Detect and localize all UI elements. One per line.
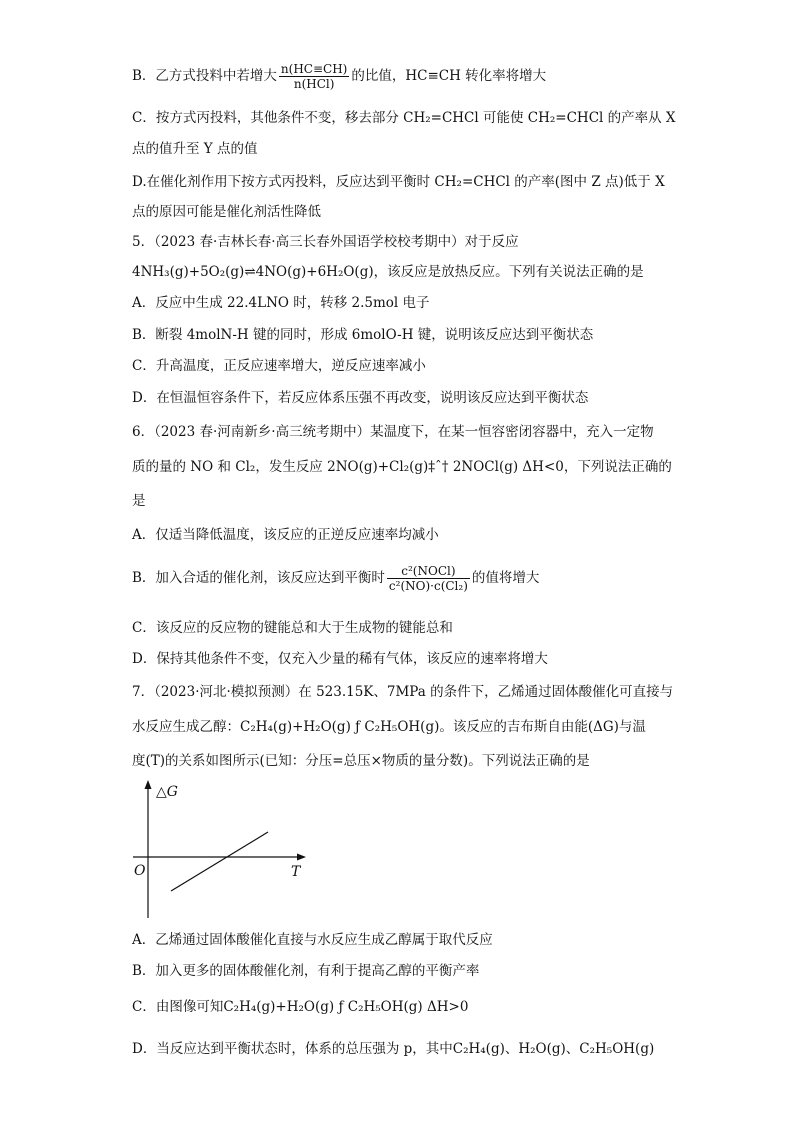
question-7-stem-line3: 度(T)的关系如图所示(已知：分压=总压×物质的量分数)。下列说法正确的是 (132, 753, 590, 769)
text-segment: 的值将增大 (471, 570, 540, 586)
fraction-numerator: n(HC≡CH) (280, 62, 348, 76)
question-7-stem-line2: 水反应生成乙醇：C₂H₄(g)+H₂O(g) ƒ C₂H₅OH(g)。该反应的吉布斯自由能(ΔG)与温 (132, 719, 646, 735)
question-6-stem-line2: 质的量的 NO 和 Cl₂，发生反应 2NO(g)+Cl₂(g)‡ˆ† 2NOCl(g) ΔH<0，下列说法正确的 (132, 459, 672, 475)
option-d-q4-line2: 点的原因可能是催化剂活性降低 (132, 204, 321, 220)
text-segment: 的比值，HC≡CH 转化率将增大 (351, 68, 547, 84)
option-c-q4-line1: C．按方式丙投料，其他条件不变，移去部分 CH₂=CHCl 可能使 CH₂=CHCl 的产率从 X (132, 110, 676, 126)
option-a-q7: A．乙烯通过固体酸催化直接与水反应生成乙醇属于取代反应 (132, 932, 493, 948)
origin-label: O (134, 863, 146, 879)
fraction (279, 62, 349, 91)
question-6-stem-line1: 6．（2023 春·河南新乡·高三统考期中）某温度下，在某一恒容密闭容器中，充入一定物 (132, 424, 654, 440)
question-5-stem-line1: 5．（2023 春·吉林长春·高三长春外国语学校校考期中）对于反应 (132, 234, 519, 250)
option-a-q6: A．仅适当降低温度，该反应的正逆反应速率均减小 (132, 527, 439, 543)
option-c-q5: C．升高温度，正反应速率增大，逆反应速率减小 (132, 358, 426, 374)
y-axis-label: △G (156, 784, 178, 800)
fraction-denominator: n(HCl) (293, 77, 335, 91)
option-d-q4-line1: D.在催化剂作用下按方式丙投料，反应达到平衡时 CH₂=CHCl 的产率(图中 Z 点)低于 X (132, 174, 665, 190)
option-a-q5: A．反应中生成 22.4LNO 时，转移 2.5mol 电子 (132, 295, 430, 311)
option-b-q6 (132, 564, 539, 593)
option-d-q5: D．在恒温恒容条件下，若反应体系压强不再改变，说明该反应达到平衡状态 (132, 390, 589, 406)
question-6-stem-line3: 是 (132, 493, 146, 509)
question-5-stem-line2: 4NH₃(g)+5O₂(g)⇌4NO(g)+6H₂O(g)，该反应是放热反应。下列有关说法正确的是 (132, 264, 644, 280)
option-d-q7: D．当反应达到平衡状态时，体系的总压强为 p，其中C₂H₄(g)、H₂O(g)、C₂H₅OH(g) (132, 1041, 655, 1057)
question-7-stem-line1: 7．（2023·河北·模拟预测）在 523.15K、7MPa 的条件下，乙烯通过固体酸催化可直接与 (132, 684, 674, 700)
option-c-q4-line2: 点的值升至 Y 点的值 (132, 141, 258, 157)
option-b-q4 (132, 62, 546, 91)
text-segment: B．加入合适的催化剂，该反应达到平衡时 (132, 570, 385, 586)
option-c-q6: C．该反应的反应物的键能总和大于生成物的键能总和 (132, 620, 453, 636)
fraction-numerator: c²(NOCl) (387, 564, 470, 579)
fraction (387, 564, 470, 593)
fraction-denominator: c²(NO)·c(Cl₂) (388, 579, 468, 593)
option-d-q6: D．保持其他条件不变，仅充入少量的稀有气体，该反应的速率将增大 (132, 651, 548, 667)
delta-g-line (171, 832, 268, 891)
option-b-q7: B．加入更多的固体酸催化剂，有利于提高乙醇的平衡产率 (132, 963, 480, 979)
text-segment: B．乙方式投料中若增大 (132, 68, 277, 84)
x-axis-label: T (291, 864, 301, 880)
y-axis-arrow-icon (145, 780, 152, 789)
option-b-q5: B．断裂 4molN-H 键的同时，形成 6molO-H 键，说明该反应达到平衡状态 (132, 327, 594, 343)
x-axis-arrow-icon (297, 854, 306, 861)
option-c-q7: C．由图像可知C₂H₄(g)+H₂O(g) ƒ C₂H₅OH(g) ΔH>0 (132, 999, 469, 1015)
delta-g-vs-t-graph (128, 778, 318, 923)
